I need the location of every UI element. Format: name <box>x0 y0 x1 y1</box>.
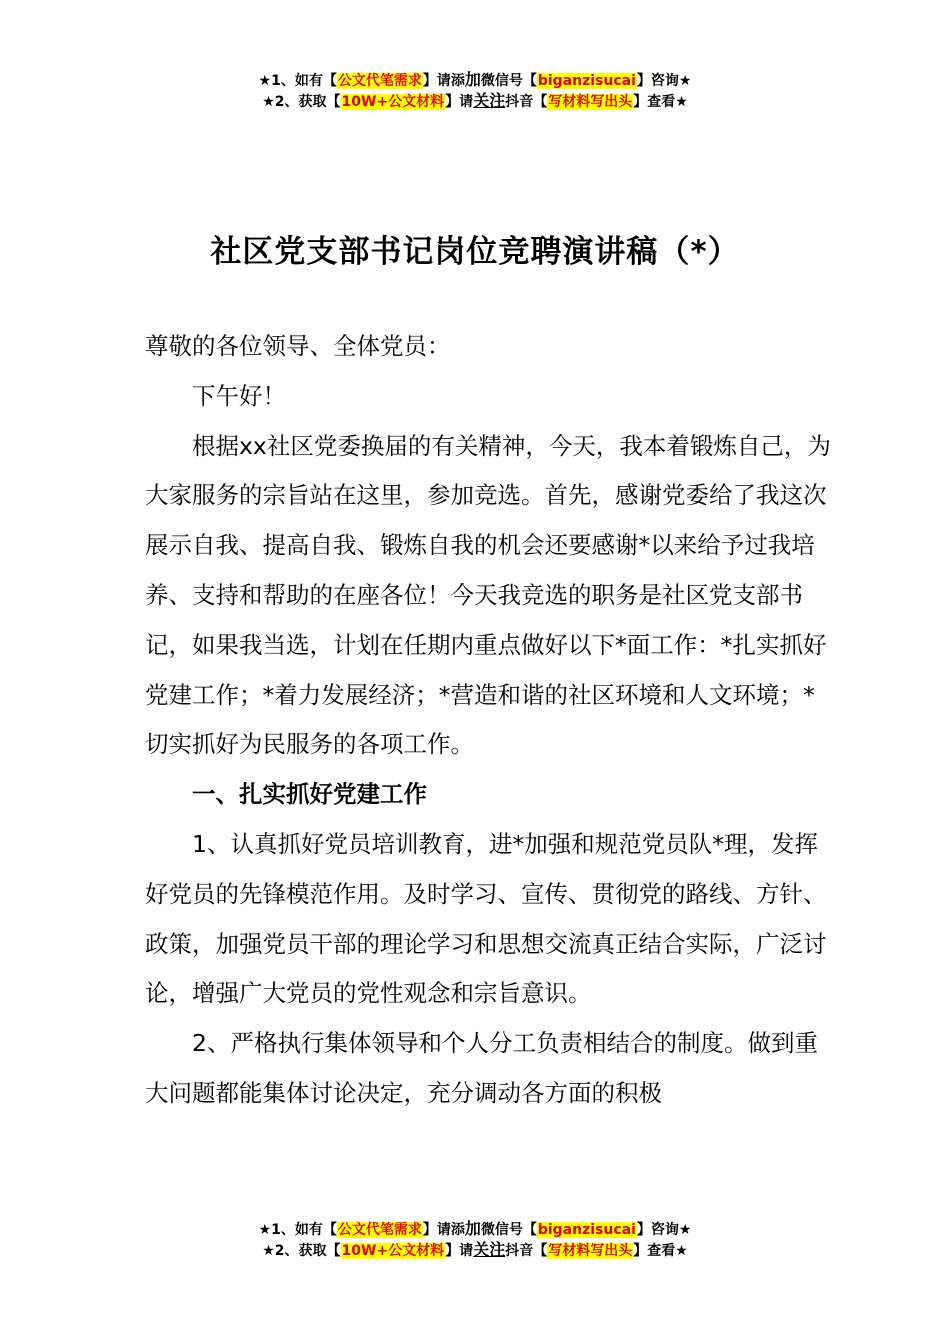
banner-text: 】查看★ <box>633 1243 688 1259</box>
banner-line-1 <box>0 70 950 91</box>
banner-text: 抖音【 <box>505 1243 548 1259</box>
paragraph-point-2: 2、严格执行集体领导和个人分工负责相结合的制度。做到重大问题都能集体讨论决定，充分调动各方面的积极 <box>145 1029 818 1107</box>
banner-highlight: 10W+公文材料 <box>341 1243 445 1259</box>
banner-text: ★2、获取【 <box>262 94 341 110</box>
banner-highlight: 10W+公文材料 <box>341 94 445 110</box>
banner-line-2 <box>0 1240 950 1261</box>
banner-highlight: 公文代笔需求 <box>337 73 422 89</box>
greeting: 下午好！ <box>192 381 286 410</box>
banner-text: 】查看★ <box>633 94 688 110</box>
banner-text: 】咨询★ <box>636 73 692 89</box>
banner-highlight: 公文代笔需求 <box>337 1222 422 1238</box>
banner-text: 加 <box>464 1219 481 1238</box>
paragraph-point-1: 1、认真抓好党员培训教育，进*加强和规范党员队*理，发挥好党员的先锋模范作用。及时学习、宣传、贯彻党的路线、方针、政策，加强党员干部的理论学习和思想交流真正结合实际，广泛讨论，增强广大党员的党性观念和宗旨意识。 <box>145 829 827 1008</box>
banner-text: ★1、如有【 <box>258 1222 337 1238</box>
banner-text: 加 <box>464 70 481 89</box>
section-heading: 一、扎实抓好党建工作 <box>192 780 427 809</box>
footer-banner <box>0 1219 950 1261</box>
banner-highlight: 写材料写出头 <box>548 1243 633 1259</box>
banner-text: 】咨询★ <box>636 1222 692 1238</box>
banner-highlight: biganzisucai <box>537 1222 636 1238</box>
paragraph-intro: 根据xx社区党委换届的有关精神，今天，我本着锻炼自己，为大家服务的宗旨站在这里，参加竞选。首先，感谢党委给了我这次展示自我、提高自我、锻炼自我的机会还要感谢*以来给予过我培养、支持和帮助的在座各位！今天我竞选的职务是社区党支部书记，如果我当选，计划在任期内重点做好以下*面工作：*扎实抓好党建工作；*着力发展经济；*营造和谐的社区环境和人文环境；*切实抓好为民服务的各项工作。 <box>145 431 831 759</box>
header-banner <box>0 70 950 112</box>
document-body <box>145 322 835 1119</box>
banner-text: ★2、获取【 <box>262 1243 341 1259</box>
banner-text: 】请 <box>445 1243 474 1259</box>
banner-text: 关注 <box>473 91 506 110</box>
banner-highlight: 写材料写出头 <box>548 94 633 110</box>
banner-text: 关注 <box>473 1240 506 1259</box>
document-title: 社区党支部书记岗位竞聘演讲稿（*） <box>210 234 740 270</box>
banner-text: 微信号【 <box>480 1222 537 1238</box>
banner-text: 】请 <box>445 94 474 110</box>
banner-line-2 <box>0 91 950 112</box>
banner-line-1 <box>0 1219 950 1240</box>
banner-text: 抖音【 <box>505 94 548 110</box>
salutation: 尊敬的各位领导、全体党员： <box>145 332 451 360</box>
banner-text: 】请添 <box>422 73 465 89</box>
banner-highlight: biganzisucai <box>537 73 636 89</box>
banner-text: ★1、如有【 <box>258 73 337 89</box>
banner-text: 微信号【 <box>480 73 537 89</box>
banner-text: 】请添 <box>422 1222 465 1238</box>
